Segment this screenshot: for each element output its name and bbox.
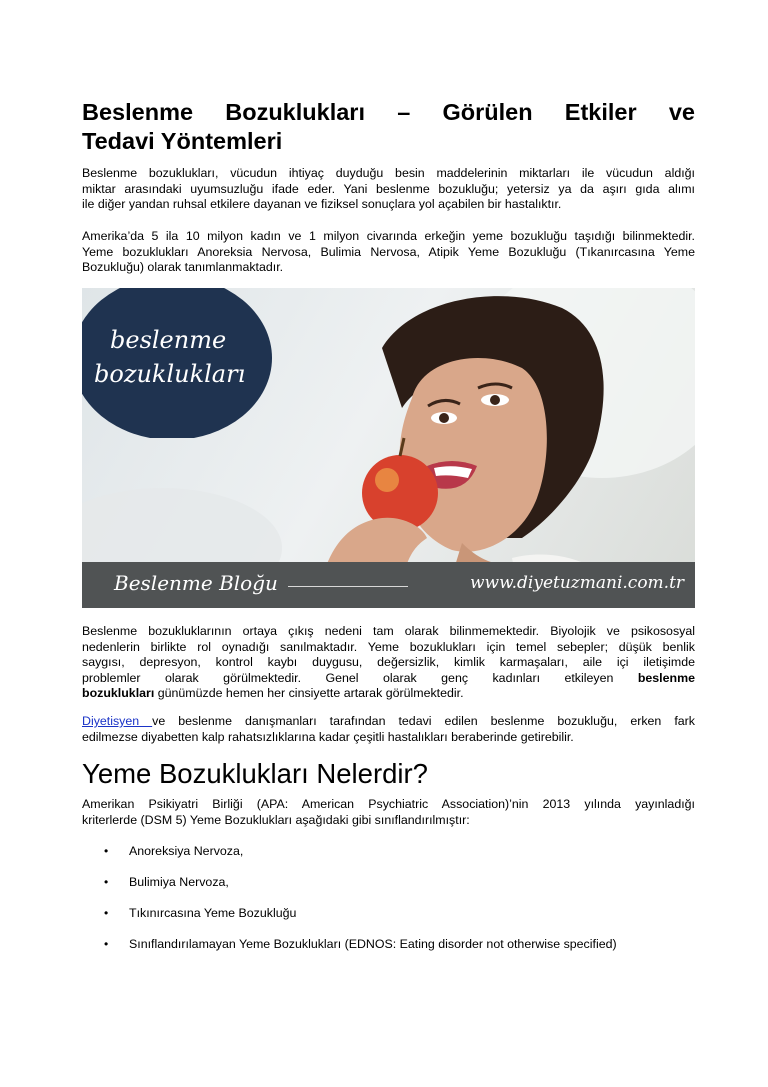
bullet-icon: • [104,937,109,951]
section-heading: Yeme Bozuklukları Nelerdir? [82,758,428,789]
dietitian-paragraph [82,714,695,745]
causes-paragraph [82,624,695,702]
bold-keyword: bozuklukları [82,686,155,701]
list-item-text: Anoreksiya Nervoza, [129,844,244,858]
text-segment: ve beslenme danışmanları tarafından tedavi edilen beslenme bozukluğu, erken fark [152,714,695,728]
title-line-2: Tedavi Yöntemleri [82,128,283,154]
text-line [82,686,695,702]
text-line [82,714,695,730]
text-line: saygısı, depresyon, kontrol kaybı duygusu, değersizlik, kimlik karmaşaları, aile içi iletişimde [82,655,695,670]
bullet-icon: • [104,906,109,920]
dietitian-link[interactable]: Diyetisyen [82,714,153,728]
text-line: Amerikan Psikiyatri Birliği (APA: American Psychiatric Association)’nin 2013 yılında yayınladığı [82,797,695,811]
text-line: miktar arasındaki uyumsuzluğu ifade eder. Yani beslenme bozukluğu; yetersiz ya da aşırı gıda alımı [82,181,695,196]
bullet-icon: • [104,844,109,858]
list-item [82,905,695,936]
text-line: Beslenme bozuklukları, vücudun ihtiyaç duyduğu besin maddelerinin miktarları ile vücudun aldığı [82,166,695,180]
text-line: Bozukluğu) olarak tanımlanmaktadır. [82,260,284,275]
list-item [82,936,695,967]
blog-label: Beslenme Bloğu [114,571,278,595]
text-line: nedenlerin birlikte rol oynadığı sanılmaktadır. Yeme bozuklukları için temel sebepler; düşük benlik [82,639,695,654]
text-line: ile diğer yandan ruhsal etkilere dayanan ve fiziksel sonuçlara yol açabilen bir hastalıktır. [82,197,562,212]
text-line: Beslenme bozukluklarının ortaya çıkış nedeni tam olarak bilinmemektedir. Biyolojik ve psikososyal [82,624,695,638]
list-item-text: Sınıflandırılamayan Yeme Bozuklukları (EDNOS: Eating disorder not otherwise specified) [129,937,617,951]
text-segment: günümüzde hemen her cinsiyette artarak görülmektedir. [154,686,464,701]
text-segment: problemler olarak görülmektedir. Genel olarak genç kadınları etkileyen [82,670,614,685]
classification-paragraph [82,797,695,828]
strip-divider [288,586,408,587]
article-title [82,98,695,156]
article-banner-image [82,288,695,608]
badge-text-line-1: beslenme [110,326,227,354]
list-item [82,874,695,905]
intro-paragraph [82,166,695,213]
text-line: Amerika’da 5 ila 10 milyon kadın ve 1 milyon civarında erkeğin yeme bozukluğu taşıdığı bilinmektedir. [82,229,695,243]
text-line: Yeme bozuklukları Anoreksia Nervosa, Bulimia Nervosa, Atipik Yeme Bozukluğu (Tıkanırcasına Yeme [82,244,695,259]
title-line-1: Beslenme Bozuklukları – Görülen Etkiler ve [82,99,695,125]
badge-text-line-2: bozuklukları [94,360,246,388]
statistics-paragraph [82,229,695,276]
list-item [82,843,695,874]
text-line: edilmezse diyabetten kalp rahatsızlıklarına kadar çeşitli hastalıkları beraberinde getirebilir. [82,729,574,744]
site-url-label: www.diyetuzmani.com.tr [470,573,685,593]
bullet-icon: • [104,875,109,889]
text-line [82,671,695,687]
text-line: kriterlerde (DSM 5) Yeme Bozuklukları aşağıdaki gibi sınıflandırılmıştır: [82,812,470,827]
banner-footer-strip [82,562,695,608]
list-item-text: Tıkınırcasına Yeme Bozukluğu [129,906,297,920]
list-item-text: Bulimiya Nervoza, [129,875,229,889]
title-badge [82,288,282,438]
bold-keyword: beslenme [637,670,695,685]
disorder-list [82,843,695,967]
